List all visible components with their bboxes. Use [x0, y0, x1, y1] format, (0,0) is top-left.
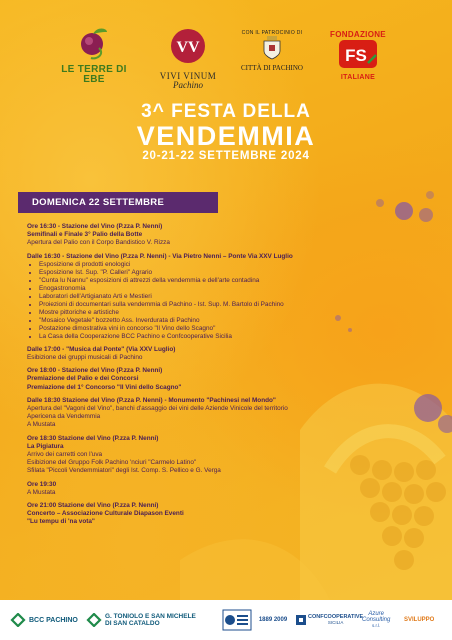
program-bullet-item: • Esposizione Ist. Sup. "P. Calleri" Agrario: [39, 269, 427, 277]
title-edition: 3^ FESTA DELLA: [141, 101, 311, 122]
confcoop-label: CONFCOOPERATIVE: [308, 614, 364, 620]
azure-label-c: s.r.l.: [372, 623, 381, 628]
program-heading-line: Ore 18:30 Stazione del Vino (P.zza P. Nenni): [27, 434, 159, 442]
vivi-vinum-sub: Pachino: [173, 80, 203, 90]
program-bullet-item: • Postazione dimostrativa vini in concorso "Il Vino dello Scagno": [39, 325, 427, 333]
logo-le-terre-di-ebe: [54, 26, 134, 85]
header-logos: [0, 0, 452, 100]
sponsor-confcooperative: [296, 600, 363, 640]
logo-vivi-vinum: [148, 28, 228, 90]
sponsor-azure: [362, 600, 390, 640]
svg-text:FS: FS: [345, 46, 367, 65]
logo-fondazione-fs: [318, 30, 398, 81]
bcc1-label: BCC PACHINO: [29, 616, 78, 624]
program-bullet-item: • Mostre pittoriche e artistiche: [39, 309, 427, 317]
program-text-line: A Mustata: [27, 488, 56, 496]
fs-italiane-label: ITALIANE: [340, 74, 376, 81]
program-bullet-item: • Enogastronomia: [39, 285, 427, 293]
confcoop-icon: [296, 615, 306, 625]
program-text-line: A Mustata: [27, 421, 56, 429]
confcoop-text: [308, 614, 363, 626]
program-heading-line: "Lu tempu di 'na vota": [27, 518, 95, 526]
bcc-logo-icon: [10, 613, 26, 627]
bcc2-label-b: DI SAN CATALDO: [105, 620, 160, 627]
sponsor-bcc-pachino: [10, 600, 78, 640]
vivi-vinum-name: VIVI VINUM: [159, 71, 217, 81]
title-dates: 20-21-22 SETTEMBRE 2024: [142, 150, 310, 162]
grape-logo-icon: [79, 26, 109, 60]
program-text-line: Esibizione dei gruppi musicali di Pachino: [27, 354, 143, 362]
program-heading-line: Semifinali e Finale 3° Palio della Botte: [27, 231, 143, 239]
program-text-line: Apericena da Vendemmia: [27, 413, 101, 421]
program-block: [27, 367, 427, 392]
sponsor-footer: [0, 600, 452, 640]
event-title: [0, 102, 452, 163]
program-heading-line: Ore 16:30 - Stazione del Vino (P.zza P. Nenni): [27, 223, 163, 230]
program-block: [27, 253, 427, 341]
azure-label-a: Azure: [368, 611, 385, 617]
program-block: [27, 502, 427, 527]
pachino-city: CITTÀ DI PACHINO: [241, 64, 303, 72]
program-heading-line: La Pigiatura: [27, 442, 64, 450]
program-block: [27, 435, 427, 476]
program-block: [27, 481, 427, 497]
coat-of-arms-icon: [263, 36, 281, 60]
sponsor-emblem-icon: [222, 609, 252, 631]
title-name: VENDEMMIA: [136, 121, 316, 151]
program-bullet-item: • "Mosaico Vegetale" bozzetto Ass. Inverdurata di Pachino: [39, 317, 427, 325]
program-bullet-list: [27, 261, 427, 341]
sponsor-emblem: [222, 600, 252, 640]
azure-text: [362, 611, 390, 629]
program-bullet-item: • "Cunta lu Nannu" esposizioni di attrezzi della vendemmia e dell'arte contadina: [39, 277, 427, 285]
patrocinio-label: CON IL PATROCINIO DI: [241, 30, 303, 36]
fondazione-label: FONDAZIONE: [330, 30, 386, 39]
program-text-line: Esibizione del Gruppo Folk Pachino 'nciuri "Carmelo Latino": [27, 459, 197, 467]
program-heading-line: Premiazione del 1° Concorso "Il Vini dello Scagno": [27, 383, 182, 391]
program-heading-line: Ore 19:30: [27, 480, 57, 488]
program-text-line: Sfilata "Piccoli Vendemmiatori" degli Ist. Comp. S. Pellico e G. Verga: [27, 467, 221, 475]
bcc-logo-icon: [86, 613, 102, 627]
sviluppo-label: SVILUPPO: [404, 617, 435, 623]
logo-citta-di-pachino: [236, 30, 308, 72]
sponsor-bcc-toniolo: [86, 600, 196, 640]
bcc2-text: [105, 613, 196, 628]
program-block: [27, 346, 427, 362]
program-bullet-item: • La Casa della Cooperazione BCC Pachino e Confcooperative Sicilia: [39, 333, 427, 341]
day-heading: DOMENICA 22 SETTEMBRE: [18, 192, 218, 213]
azure-label-b: Consulting: [362, 617, 391, 623]
year-badge: 1889 2009: [258, 617, 288, 623]
program-heading-line: Dalle 16:30 - Stazione del Vino (P.zza P. Nenni) - Via Pietro Nenni – Ponte Via XXV Luglio: [27, 252, 293, 260]
program-bullet-item: • Laboratori dell'Artigianato Arti e Mestieri: [39, 293, 427, 301]
program-text-line: Apertura del "Vagoni del Vino", banchi d'assaggio dei vini delle Aziende Vinicole del territorio: [27, 405, 288, 413]
program-text-line: Arrivo dei carretti con l'uva: [27, 451, 103, 459]
program-list: [27, 223, 427, 532]
program-block: [27, 223, 427, 248]
program-heading-line: Dalle 18:30 Stazione del Vino (P.zza P. Nenni) - Monumento "Pachinesi nel Mondo": [27, 396, 276, 404]
sponsor-anniversary: [258, 600, 288, 640]
program-heading-line: Premiazione del Palio e dei Concorsi: [27, 375, 139, 383]
program-heading-line: Ore 18:00 - Stazione del Vino (P.zza P. Nenni): [27, 367, 163, 375]
bcc2-label-a: G. TONIOLO E SAN MICHELE: [105, 612, 196, 620]
program-bullet-item: • Esposizione di prodotti enologici: [39, 261, 427, 269]
program-heading-line: Ore 21:00 Stazione del Vino (P.zza P. Nenni): [27, 502, 159, 510]
program-text-line: Apertura del Palio con il Corpo Bandistico V. Rizza: [27, 239, 170, 247]
svg-text:VV: VV: [176, 39, 200, 56]
sponsor-sviluppo: [404, 600, 434, 640]
program-heading-line: Dalle 17:00 - "Musica dal Ponte" (Via XXV Luglio): [27, 345, 176, 353]
program-heading-line: Concerto – Associazione Culturale Diapason Eventi: [27, 510, 184, 518]
vivi-vinum-icon: [170, 28, 206, 64]
program-block: [27, 397, 427, 430]
confcoop-sub: SICILIA: [327, 620, 344, 625]
fs-logo-icon: [338, 39, 378, 69]
program-bullet-item: • Proiezioni di documentari sulla vendemmia di Pachino - Ist. Sup. M. Bartolo di Pachino: [39, 301, 427, 309]
ebe-name: LE TERRE DI EBE: [61, 64, 127, 85]
